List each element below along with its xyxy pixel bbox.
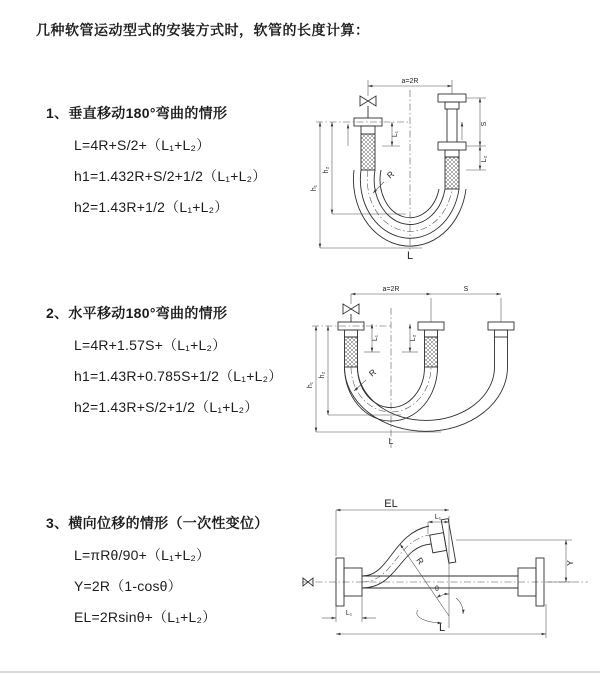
section-lateral-displacement: [46, 513, 269, 638]
angle-label: θ: [435, 586, 439, 593]
left-flange: [354, 118, 382, 170]
dim-stroke-label: S: [463, 286, 469, 293]
dim-fitting2-label: L₂: [410, 334, 417, 342]
page-title: 几种软管运动型式的安装方式时，软管的长度计算：: [36, 22, 370, 38]
dim-span-label: a=2R: [382, 286, 400, 293]
dim-fitting1: [364, 324, 380, 352]
section-heading: 3、横向位移的情形（一次性变位）: [46, 515, 269, 531]
dim-h1-label: h₁: [307, 381, 314, 389]
radius-label: R: [366, 366, 378, 379]
dim-h2-label: h₂: [319, 371, 326, 379]
length-label: L: [388, 436, 394, 446]
dim-h2-label: h₂: [323, 166, 330, 174]
middle-flange: [418, 322, 444, 367]
formula-h2: h2=1.43R+S/2+1/2（L₁+L₂）: [74, 399, 259, 415]
braided-hose-section: [361, 134, 375, 170]
radius-label: R: [384, 168, 396, 181]
section-heading: 1、垂直移动180°弯曲的情形: [46, 105, 228, 121]
dim-span: [351, 286, 501, 322]
dim-fitting1-label: L₁: [434, 514, 442, 521]
dim-stroke: [466, 98, 488, 170]
dim-fitting1-bottom: [322, 596, 376, 622]
formula-h1: h1=1.432R+S/2+1/2（L₁+L₂）: [74, 168, 267, 184]
section-heading: 2、水平移动180°弯曲的情形: [46, 305, 228, 321]
dim-stroke-label: S: [481, 121, 488, 127]
dim-fitting1-label: L₁: [345, 610, 353, 617]
length-label: L: [438, 622, 446, 634]
right-flange-positions: [438, 94, 466, 189]
braided-hose-section: [445, 157, 459, 189]
radius-label: R: [414, 555, 427, 567]
scan-edge-artifact: [0, 671, 600, 673]
dim-fitting1-top: [428, 514, 449, 534]
formula-offset: Y=2R（1-cosθ）: [74, 578, 182, 594]
valve-icon: [360, 96, 376, 118]
diagram-vertical-180-bend: [310, 66, 585, 261]
u-hose-phantom: [345, 367, 508, 431]
diagram-lateral-displacement: [296, 496, 596, 646]
formula-length: L=πRθ/90+（L₁+L₂）: [74, 547, 211, 563]
section-horizontal-180: [46, 303, 282, 428]
formula-h2: h2=1.43R+1/2（L₁+L₂）: [74, 199, 229, 215]
dim-y-label: Y: [565, 560, 575, 566]
dim-el-label: EL: [384, 498, 398, 510]
dim-span-label: a=2R: [401, 78, 419, 85]
braided-hose-section: [425, 337, 438, 367]
formula-el: EL=2Rsinθ+（L₁+L₂）: [74, 609, 217, 625]
dim-fitting2: [402, 324, 418, 352]
right-flange-phantom: [488, 322, 514, 367]
angle-construction: [400, 516, 463, 628]
valve-icon: [343, 294, 359, 322]
dim-fitting1: [382, 122, 400, 146]
length-label: L: [406, 250, 414, 261]
braided-hose-section: [345, 337, 358, 367]
formula-length: L=4R+1.57S+（L₁+L₂）: [74, 337, 227, 353]
dim-length: [336, 604, 546, 638]
dim-fitting2-label: L₂: [481, 155, 488, 163]
displaced-flange: [427, 519, 455, 566]
dim-h1-label: h₁: [311, 184, 318, 192]
formula-length: L=4R+S/2+（L₁+L₂）: [74, 137, 211, 153]
dim-fitting1-label: L₁: [372, 334, 379, 342]
section-vertical-180: [46, 103, 266, 228]
dim-fitting1-label: L₁: [392, 130, 399, 138]
diagram-horizontal-180-bend: [306, 280, 591, 460]
left-flange: [338, 322, 364, 367]
formula-h1: h1=1.43R+0.785S+1/2（L₁+L₂）: [74, 368, 283, 384]
